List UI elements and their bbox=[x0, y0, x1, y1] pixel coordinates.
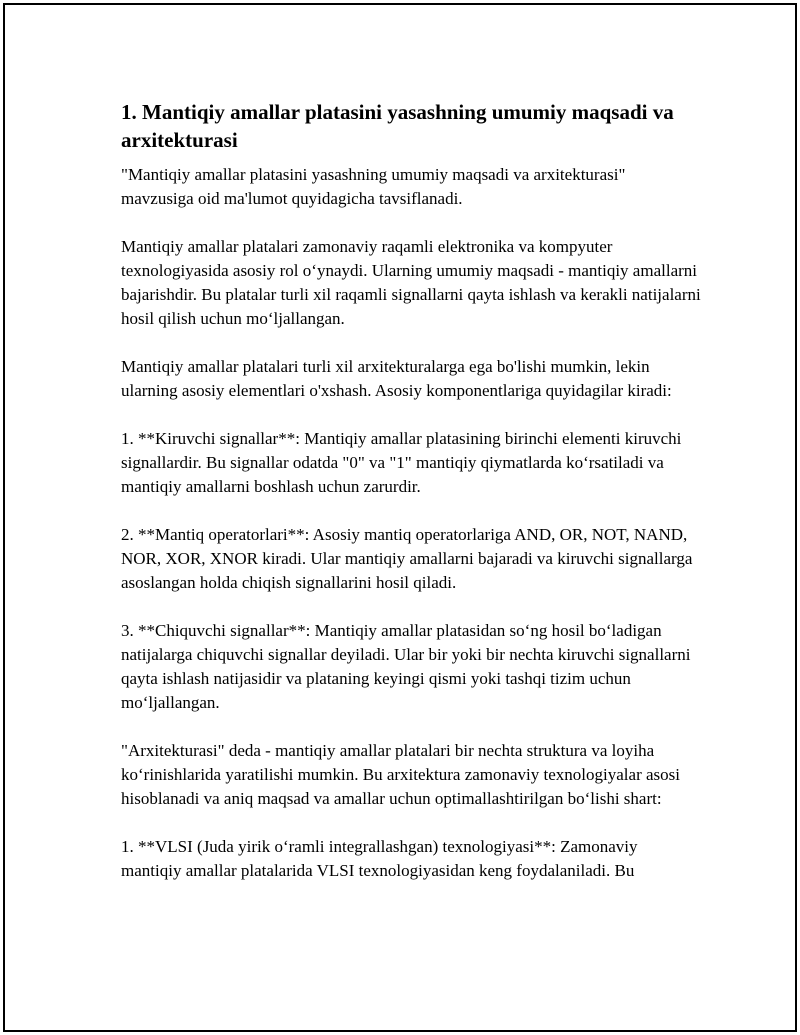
architecture-description-paragraph: "Arxitekturasi" deda - mantiqiy amallar platalari bir nechta struktura va loyiha koʻrinishlarida yaratilishi mumkin. Bu arxitektura zamonaviy texnologiyalar asosi hisoblanadi va aniq maqsad va amallar uchun optimallashtirilgan boʻlishi shart: bbox=[121, 741, 680, 808]
architecture-paragraph: Mantiqiy amallar platalari turli xil arxitekturalarga ega bo'lishi mumkin, lekin ularning asosiy elementlari o'xshash. Asosiy komponentlariga quyidagilar kiradi: bbox=[121, 357, 672, 400]
purpose-paragraph: Mantiqiy amallar platalari zamonaviy raqamli elektronika va kompyuter texnologiyasida asosiy rol oʻynaydi. Ularning umumiy maqsadi - mantiqiy amallarni bajarishdir. Bu platalar turli xil raqamli signallarni qayta ishlash va kerakli natijalarni hosil qilish uchun moʻljallangan. bbox=[121, 237, 701, 328]
list-item-logic-operators: 2. **Mantiq operatorlari**: Asosiy mantiq operatorlariga AND, OR, NOT, NAND, NOR, XOR, XNOR kiradi. Ular mantiqiy amallarni bajaradi va kiruvchi signallarga asoslangan holda chiqish signallarini hosil qiladi. bbox=[121, 525, 693, 592]
section-heading: 1. Mantiqiy amallar platasini yasashning umumiy maqsadi va arxitekturasi bbox=[121, 100, 674, 152]
list-item-vlsi: 1. **VLSI (Juda yirik oʻramli integrallashgan) texnologiyasi**: Zamonaviy mantiqiy amallar platalarida VLSI texnologiyasidan keng foydalaniladi. Bu bbox=[121, 837, 638, 880]
page-frame bbox=[3, 3, 797, 1032]
list-item-output-signals: 3. **Chiquvchi signallar**: Mantiqiy amallar platasidan soʻng hosil boʻladigan natijalarga chiquvchi signallar deyiladi. Ular bir yoki bir nechta kiruvchi signallarni qayta ishlash natijasidir va plataning keyingi qismi yoki tashqi tizim uchun moʻljallangan. bbox=[121, 621, 691, 712]
intro-paragraph: "Mantiqiy amallar platasini yasashning umumiy maqsadi va arxitekturasi" mavzusiga oid ma'lumot quyidagicha tavsiflanadi. bbox=[121, 165, 626, 208]
list-item-input-signals: 1. **Kiruvchi signallar**: Mantiqiy amallar platasining birinchi elementi kiruvchi signallardir. Bu signallar odatda "0" va "1" mantiqiy qiymatlarda koʻrsatiladi va mantiqiy amallarni boshlash uchun zarurdir. bbox=[121, 429, 682, 496]
document-body bbox=[121, 98, 701, 907]
